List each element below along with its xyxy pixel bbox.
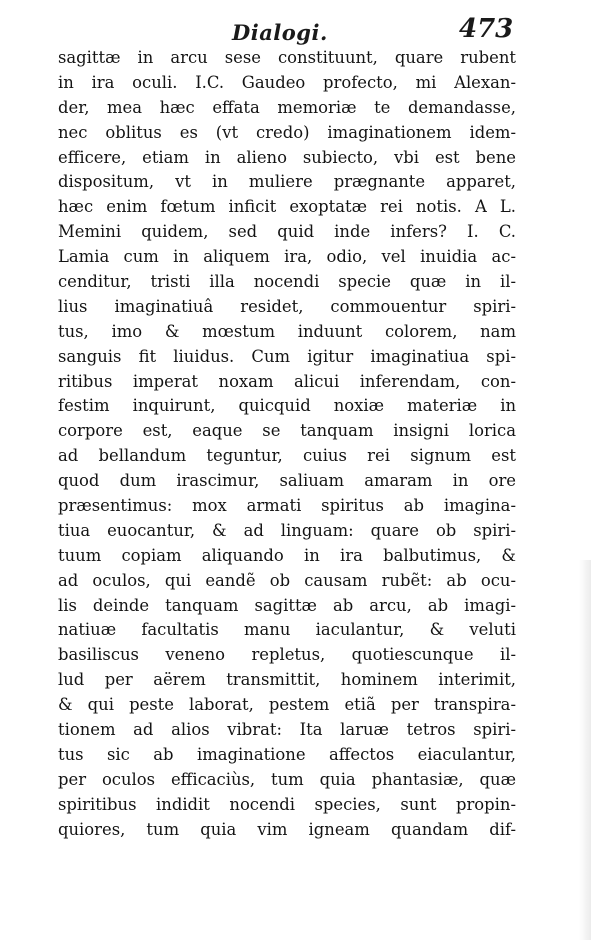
text-line: dispositum, vt in muliere prægnante apparet, [58, 172, 516, 192]
text-line: tus, imo & mœstum induunt colorem, nam [58, 321, 516, 341]
text-line: præsentimus: mox armati spiritus ab imagina- [58, 496, 516, 516]
text-line: & qui peste laborat, pestem etiã per transpira- [58, 695, 516, 715]
text-line: nec oblitus es (vt credo) imaginationem idem- [58, 122, 516, 142]
text-line: ad bellandum teguntur, cuius rei signum est [58, 446, 516, 466]
text-line: spiritibus indidit nocendi species, sunt propin- [58, 794, 516, 814]
text-line: sagittæ in arcu sese constituunt, quare rubent [58, 48, 516, 67]
page-edge-shadow [579, 560, 591, 940]
text-line: Memini quidem, sed quid inde infers? I. C. [58, 222, 516, 242]
body-text [58, 46, 516, 843]
text-line: cenditur, tristi illa nocendi specie quæ in il- [58, 272, 516, 292]
text-line: natiuæ facultatis manu iaculantur, & veluti [58, 620, 516, 640]
page-header [0, 14, 591, 50]
text-line: ad oculos, qui eandẽ ob causam rubẽt: ab ocu- [58, 570, 516, 590]
text-line: efficere, etiam in alieno subiecto, vbi est bene [58, 147, 516, 167]
text-line: lud per aërem transmittit, hominem interimit, [58, 670, 516, 690]
running-head: Dialogi. [232, 20, 328, 45]
text-line: sanguis fit liuidus. Cum igitur imaginatiua spi- [58, 346, 516, 366]
text-line: Lamia cum in aliquem ira, odio, vel inuidia ac- [58, 247, 516, 267]
text-line: hæc enim fœtum inficit exoptatæ rei notis. A L. [58, 197, 516, 217]
text-line: tionem ad alios vibrat: Ita laruæ tetros spiri- [58, 720, 516, 740]
text-line: der, mea hæc effata memoriæ te demandasse, [58, 97, 516, 117]
text-line: tus sic ab imaginatione affectos eiaculantur, [58, 744, 516, 764]
text-line: quiores, tum quia vim igneam quandam dif- [58, 819, 516, 839]
text-line: festim inquirunt, quicquid noxiæ materiæ in [58, 396, 516, 416]
text-line: corpore est, eaque se tanquam insigni lorica [58, 421, 516, 441]
text-line: in ira oculi. I.C. Gaudeo profecto, mi Alexan- [58, 72, 516, 92]
text-line: basiliscus veneno repletus, quotiescunque il- [58, 645, 516, 665]
text-line: lius imaginatiuâ residet, commouentur spiri- [58, 296, 516, 316]
text-line: quod dum irascimur, saliuam amaram in ore [58, 471, 516, 491]
text-line: tiua euocantur, & ad linguam: quare ob spiri- [58, 520, 516, 540]
text-line: tuum copiam aliquando in ira balbutimus, & [58, 545, 516, 565]
text-line: ritibus imperat noxam alicui inferendam, con- [58, 371, 516, 391]
page-number: 473 [459, 14, 514, 44]
text-line: lis deinde tanquam sagittæ ab arcu, ab imagi- [58, 595, 516, 615]
text-line: per oculos efficaciùs, tum quia phantasiæ, quæ [58, 769, 516, 789]
